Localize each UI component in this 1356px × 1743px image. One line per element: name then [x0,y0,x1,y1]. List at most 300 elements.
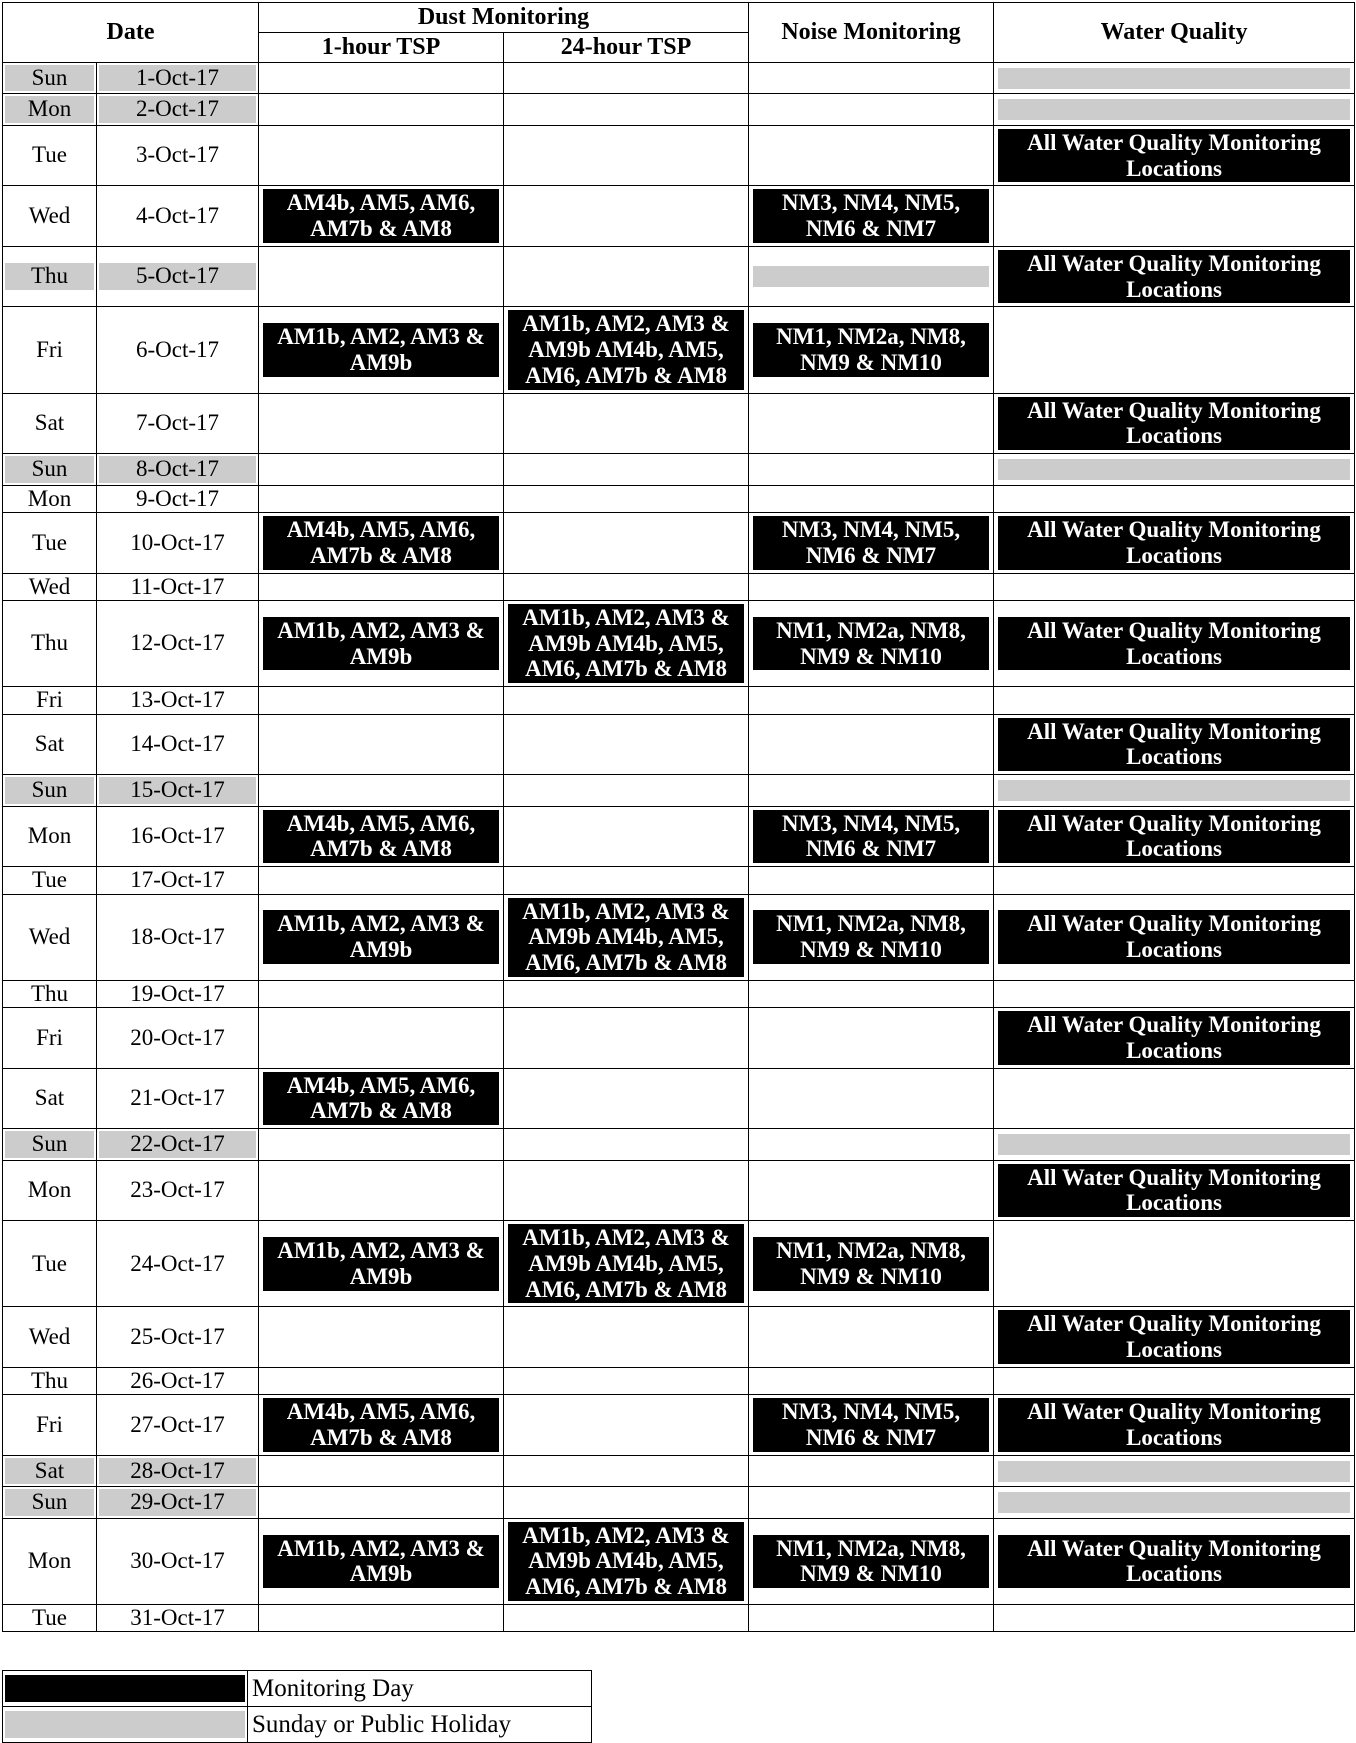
noise-cell [749,485,994,512]
date-cell [97,307,259,393]
schedule-row [3,63,1355,94]
monitoring-schedule-table [2,2,1355,1632]
day-cell [3,573,97,600]
day-name: Wed [28,202,71,228]
monitoring-locations-label: NM1, NM2a, NM8, NM9 & NM10 [753,323,989,377]
day-name: Mon [27,823,72,849]
date-value: 22-Oct-17 [99,1131,256,1157]
day-name: Wed [28,923,71,949]
holiday-shading [753,266,989,287]
day-name: Fri [36,336,63,362]
monitoring-locations-label: AM4b, AM5, AM6, AM7b & AM8 [263,189,499,243]
day-cell [3,485,97,512]
date-cell [97,513,259,574]
day-name: Sun [5,777,94,803]
day-cell [3,775,97,806]
tsp24-cell [504,393,749,454]
tsp24-cell [504,687,749,714]
date-value: 21-Oct-17 [130,1085,225,1111]
schedule-row [3,246,1355,307]
schedule-row [3,1455,1355,1486]
day-name: Thu [30,1367,69,1393]
date-value: 7-Oct-17 [135,410,220,436]
water-cell [994,246,1355,307]
noise-cell [749,513,994,574]
schedule-row [3,1068,1355,1129]
water-cell [994,63,1355,94]
water-cell [994,186,1355,247]
day-cell [3,1487,97,1518]
tsp24-cell [504,1367,749,1394]
water-cell [994,94,1355,125]
day-cell [3,894,97,980]
day-cell [3,1455,97,1486]
day-name: Tue [32,529,67,555]
date-value: 2-Oct-17 [99,96,256,122]
tsp24-cell [504,1221,749,1307]
tsp1-cell [259,94,504,125]
tsp1-cell [259,1221,504,1307]
tsp1-cell [259,1129,504,1160]
date-value: 19-Oct-17 [130,980,225,1006]
monitoring-locations-label: All Water Quality Monitoring Locations [998,250,1350,304]
noise-cell [749,1395,994,1456]
header-water-quality: Water Quality [994,3,1355,63]
day-name: Mon [27,485,72,511]
noise-cell [749,1068,994,1129]
monitoring-locations-label: AM1b, AM2, AM3 & AM9b AM4b, AM5, AM6, AM7b & AM8 [508,898,744,977]
monitoring-locations-label: NM1, NM2a, NM8, NM9 & NM10 [753,617,989,671]
day-name: Sun [5,65,94,91]
day-name: Tue [32,867,67,893]
tsp1-cell [259,454,504,485]
day-cell [3,1160,97,1221]
schedule-row [3,1008,1355,1069]
tsp24-cell [504,1518,749,1604]
tsp1-cell [259,186,504,247]
date-cell [97,1487,259,1518]
schedule-row [3,94,1355,125]
tsp1-cell [259,1395,504,1456]
tsp24-cell [504,307,749,393]
tsp24-cell [504,186,749,247]
day-cell [3,867,97,894]
day-name: Fri [36,687,63,713]
tsp24-cell [504,1160,749,1221]
water-cell [994,1518,1355,1604]
water-cell [994,454,1355,485]
legend-swatch-monitoring [3,1671,248,1707]
schedule-row [3,687,1355,714]
day-name: Sat [34,410,65,436]
tsp1-cell [259,1068,504,1129]
monitoring-locations-label: All Water Quality Monitoring Locations [998,1398,1350,1452]
noise-cell [749,1455,994,1486]
tsp1-cell [259,687,504,714]
schedule-row [3,454,1355,485]
schedule-row [3,1221,1355,1307]
date-value: 29-Oct-17 [99,1489,256,1515]
schedule-row [3,775,1355,806]
date-cell [97,454,259,485]
day-cell [3,454,97,485]
noise-cell [749,806,994,867]
water-cell [994,485,1355,512]
day-cell [3,1367,97,1394]
schedule-row [3,573,1355,600]
tsp1-cell [259,1307,504,1368]
monitoring-locations-label: AM4b, AM5, AM6, AM7b & AM8 [263,1072,499,1126]
monitoring-locations-label: All Water Quality Monitoring Locations [998,617,1350,671]
tsp1-cell [259,1604,504,1631]
date-cell [97,1518,259,1604]
holiday-shading [998,780,1350,801]
date-value: 10-Oct-17 [130,529,225,555]
day-name: Fri [36,1024,63,1050]
tsp1-cell [259,63,504,94]
date-value: 27-Oct-17 [130,1411,225,1437]
tsp1-cell [259,1008,504,1069]
date-cell [97,1068,259,1129]
date-cell [97,94,259,125]
tsp1-cell [259,1160,504,1221]
schedule-row [3,806,1355,867]
day-name: Tue [32,142,67,168]
noise-cell [749,307,994,393]
tsp24-cell [504,1604,749,1631]
date-cell [97,714,259,775]
schedule-row [3,1367,1355,1394]
date-cell [97,1160,259,1221]
tsp1-cell [259,980,504,1007]
monitoring-locations-label: NM1, NM2a, NM8, NM9 & NM10 [753,1237,989,1291]
date-cell [97,1604,259,1631]
tsp24-cell [504,806,749,867]
date-value: 5-Oct-17 [99,263,256,289]
tsp24-cell [504,1455,749,1486]
tsp24-cell [504,94,749,125]
date-value: 18-Oct-17 [130,923,225,949]
date-value: 13-Oct-17 [130,687,225,713]
noise-cell [749,1307,994,1368]
date-value: 25-Oct-17 [130,1323,225,1349]
date-cell [97,867,259,894]
noise-cell [749,714,994,775]
tsp24-cell [504,573,749,600]
water-cell [994,1395,1355,1456]
tsp1-cell [259,125,504,186]
date-cell [97,393,259,454]
schedule-row [3,714,1355,775]
tsp24-cell [504,894,749,980]
day-cell [3,806,97,867]
holiday-shading [998,1461,1350,1482]
tsp24-cell [504,485,749,512]
day-name: Sun [5,1489,94,1515]
date-value: 16-Oct-17 [130,823,225,849]
date-cell [97,1395,259,1456]
day-name: Fri [36,1411,63,1437]
holiday-shading [998,1134,1350,1155]
monitoring-locations-label: All Water Quality Monitoring Locations [998,1535,1350,1589]
date-cell [97,1455,259,1486]
day-name: Sat [34,1085,65,1111]
monitoring-locations-label: All Water Quality Monitoring Locations [998,1310,1350,1364]
day-name: Thu [30,980,69,1006]
monitoring-locations-label: All Water Quality Monitoring Locations [998,516,1350,570]
date-value: 20-Oct-17 [130,1024,225,1050]
date-value: 6-Oct-17 [135,336,220,362]
tsp24-cell [504,246,749,307]
tsp1-cell [259,775,504,806]
tsp24-cell [504,1307,749,1368]
monitoring-locations-label: AM1b, AM2, AM3 & AM9b [263,910,499,964]
day-cell [3,1307,97,1368]
tsp1-cell [259,485,504,512]
date-value: 15-Oct-17 [99,777,256,803]
date-value: 14-Oct-17 [130,731,225,757]
monitoring-locations-label: All Water Quality Monitoring Locations [998,1011,1350,1065]
monitoring-locations-label: AM1b, AM2, AM3 & AM9b AM4b, AM5, AM6, AM7b & AM8 [508,1522,744,1601]
header-1-hour-tsp: 1-hour TSP [259,33,504,63]
header-date: Date [3,3,259,63]
day-cell [3,1604,97,1631]
schedule-row [3,485,1355,512]
noise-cell [749,894,994,980]
tsp24-cell [504,1395,749,1456]
date-value: 11-Oct-17 [130,573,225,599]
tsp24-cell [504,714,749,775]
noise-cell [749,1487,994,1518]
schedule-row [3,393,1355,454]
noise-cell [749,687,994,714]
date-value: 23-Oct-17 [130,1177,225,1203]
tsp1-cell [259,1367,504,1394]
noise-cell [749,1518,994,1604]
date-value: 17-Oct-17 [130,867,225,893]
day-cell [3,307,97,393]
tsp1-cell [259,307,504,393]
tsp1-cell [259,573,504,600]
date-cell [97,63,259,94]
date-cell [97,186,259,247]
noise-cell [749,186,994,247]
monitoring-locations-label: All Water Quality Monitoring Locations [998,129,1350,183]
day-name: Sun [5,1131,94,1157]
tsp24-cell [504,454,749,485]
day-name: Wed [28,1323,71,1349]
tsp24-cell [504,63,749,94]
water-cell [994,307,1355,393]
date-value: 24-Oct-17 [130,1250,225,1276]
header-24-hour-tsp: 24-hour TSP [504,33,749,63]
noise-cell [749,63,994,94]
date-cell [97,1008,259,1069]
date-cell [97,1307,259,1368]
tsp24-cell [504,125,749,186]
day-cell [3,687,97,714]
tsp1-cell [259,393,504,454]
legend-label-holiday: Sunday or Public Holiday [248,1707,592,1743]
water-cell [994,806,1355,867]
noise-cell [749,393,994,454]
water-cell [994,1307,1355,1368]
date-cell [97,894,259,980]
noise-cell [749,1604,994,1631]
tsp1-cell [259,600,504,686]
day-cell [3,94,97,125]
monitoring-locations-label: AM1b, AM2, AM3 & AM9b AM4b, AM5, AM6, AM7b & AM8 [508,310,744,389]
water-cell [994,1129,1355,1160]
water-cell [994,894,1355,980]
date-value: 31-Oct-17 [130,1604,225,1630]
day-cell [3,600,97,686]
tsp24-cell [504,980,749,1007]
noise-cell [749,980,994,1007]
monitoring-locations-label: NM3, NM4, NM5, NM6 & NM7 [753,189,989,243]
noise-cell [749,1367,994,1394]
water-cell [994,775,1355,806]
water-cell [994,980,1355,1007]
tsp1-cell [259,1487,504,1518]
date-value: 28-Oct-17 [99,1458,256,1484]
day-name: Thu [5,263,94,289]
tsp1-cell [259,714,504,775]
date-value: 4-Oct-17 [135,202,220,228]
tsp1-cell [259,1455,504,1486]
monitoring-locations-label: NM1, NM2a, NM8, NM9 & NM10 [753,1535,989,1589]
schedule-row [3,1160,1355,1221]
monitoring-locations-label: NM3, NM4, NM5, NM6 & NM7 [753,1398,989,1452]
day-cell [3,980,97,1007]
day-name: Mon [5,96,94,122]
schedule-row [3,1307,1355,1368]
tsp1-cell [259,1518,504,1604]
schedule-row [3,600,1355,686]
monitoring-locations-label: All Water Quality Monitoring Locations [998,1164,1350,1218]
schedule-row [3,894,1355,980]
date-cell [97,1367,259,1394]
water-cell [994,513,1355,574]
tsp24-cell [504,775,749,806]
day-cell [3,1008,97,1069]
header-noise-monitoring: Noise Monitoring [749,3,994,63]
water-cell [994,1221,1355,1307]
monitoring-locations-label: AM1b, AM2, AM3 & AM9b AM4b, AM5, AM6, AM7b & AM8 [508,604,744,683]
day-cell [3,246,97,307]
date-cell [97,573,259,600]
legend-label-monitoring: Monitoring Day [248,1671,592,1707]
monitoring-locations-label: AM4b, AM5, AM6, AM7b & AM8 [263,1398,499,1452]
header-dust-monitoring: Dust Monitoring [259,3,749,33]
monitoring-locations-label: AM1b, AM2, AM3 & AM9b [263,1535,499,1589]
water-cell [994,687,1355,714]
holiday-shading [998,1492,1350,1513]
monitoring-locations-label: NM3, NM4, NM5, NM6 & NM7 [753,516,989,570]
water-cell [994,867,1355,894]
water-cell [994,1487,1355,1518]
date-value: 12-Oct-17 [130,630,225,656]
monitoring-locations-label: AM1b, AM2, AM3 & AM9b [263,1237,499,1291]
date-value: 30-Oct-17 [130,1548,225,1574]
water-cell [994,600,1355,686]
date-value: 26-Oct-17 [130,1367,225,1393]
tsp1-cell [259,806,504,867]
noise-cell [749,125,994,186]
noise-cell [749,600,994,686]
monitoring-locations-label: AM4b, AM5, AM6, AM7b & AM8 [263,810,499,864]
schedule-row [3,1487,1355,1518]
schedule-row [3,186,1355,247]
tsp24-cell [504,600,749,686]
holiday-shading [998,99,1350,120]
date-value: 8-Oct-17 [99,456,256,482]
day-cell [3,714,97,775]
holiday-shading [998,68,1350,89]
day-cell [3,1221,97,1307]
day-name: Tue [32,1604,67,1630]
noise-cell [749,1129,994,1160]
noise-cell [749,1160,994,1221]
monitoring-locations-label: All Water Quality Monitoring Locations [998,718,1350,772]
tsp1-cell [259,513,504,574]
day-name: Mon [27,1177,72,1203]
date-cell [97,1129,259,1160]
date-cell [97,125,259,186]
tsp24-cell [504,513,749,574]
tsp24-cell [504,867,749,894]
day-name: Wed [28,573,71,599]
day-name: Sun [5,456,94,482]
tsp1-cell [259,894,504,980]
date-value: 1-Oct-17 [99,65,256,91]
water-cell [994,1455,1355,1486]
day-cell [3,1129,97,1160]
schedule-row [3,1129,1355,1160]
date-cell [97,600,259,686]
tsp24-cell [504,1068,749,1129]
schedule-row [3,513,1355,574]
water-cell [994,573,1355,600]
monitoring-locations-label: AM1b, AM2, AM3 & AM9b [263,617,499,671]
legend [2,1670,592,1743]
monitoring-locations-label: All Water Quality Monitoring Locations [998,910,1350,964]
date-cell [97,246,259,307]
day-cell [3,1518,97,1604]
monitoring-locations-label: All Water Quality Monitoring Locations [998,810,1350,864]
day-cell [3,125,97,186]
tsp24-cell [504,1008,749,1069]
day-cell [3,186,97,247]
monitoring-locations-label: NM3, NM4, NM5, NM6 & NM7 [753,810,989,864]
noise-cell [749,867,994,894]
noise-cell [749,1008,994,1069]
noise-cell [749,573,994,600]
water-cell [994,714,1355,775]
monitoring-locations-label: AM1b, AM2, AM3 & AM9b AM4b, AM5, AM6, AM7b & AM8 [508,1224,744,1303]
date-cell [97,687,259,714]
monitoring-locations-label: AM1b, AM2, AM3 & AM9b [263,323,499,377]
water-cell [994,393,1355,454]
holiday-shading [998,459,1350,480]
date-cell [97,775,259,806]
day-cell [3,513,97,574]
schedule-row [3,1604,1355,1631]
water-cell [994,1008,1355,1069]
day-cell [3,393,97,454]
monitoring-locations-label: AM4b, AM5, AM6, AM7b & AM8 [263,516,499,570]
water-cell [994,1604,1355,1631]
